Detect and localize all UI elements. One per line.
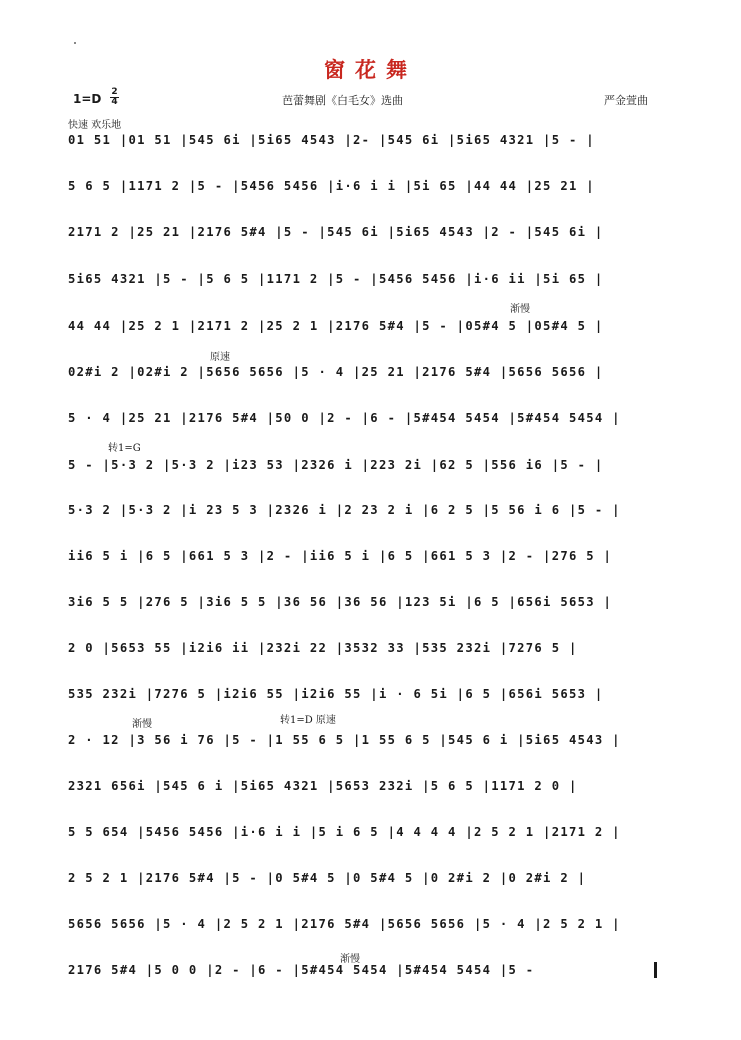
score-line: 02#i 2 |02#i 2 |5656 5656 |5 · 4 |25 21 |2176 5#4 |5656 5656 | xyxy=(68,365,604,379)
time-signature-top: 2 xyxy=(111,87,118,97)
score-line: 5656 5656 |5 · 4 |2 5 2 1 |2176 5#4 |5656 5656 |5 · 4 |2 5 2 1 | xyxy=(68,917,621,931)
score-line: 2176 5#4 |5 0 0 |2 - |6 - |5#454 5454 |5#454 5454 |5 - xyxy=(68,963,535,977)
score-line: 3i6 5 5 |276 5 |3i6 5 5 |36 56 |36 56 |123 5i |6 5 |656i 5653 | xyxy=(68,595,613,609)
tempo-annotation-ritardando: 渐慢 xyxy=(340,954,360,965)
final-barline xyxy=(654,962,657,978)
score-line: 2321 656i |545 6 i |5i65 4321 |5653 232i |5 6 5 |1171 2 0 | xyxy=(68,779,578,793)
time-signature-bottom: 4 xyxy=(111,97,118,107)
score-line: 5·3 2 |5·3 2 |i 23 5 3 |2326 i |2 23 2 i |6 2 5 |5 56 i 6 |5 - | xyxy=(68,503,621,517)
key-change-annotation: 转1=G xyxy=(108,443,141,454)
score-line: 5 - |5·3 2 |5·3 2 |i23 53 |2326 i |223 2i |62 5 |556 i6 |5 - | xyxy=(68,458,604,472)
tempo-annotation-a-tempo: 原速 xyxy=(210,352,230,363)
tempo-marking: 快速 欢乐地 xyxy=(68,120,122,131)
score-line: 5 6 5 |1171 2 |5 - |5456 5456 |i·6 i i |5i 65 |44 44 |25 21 | xyxy=(68,179,595,193)
time-signature xyxy=(110,88,119,107)
score-line: 2 0 |5653 55 |i2i6 ii |232i 22 |3532 33 |535 232i |7276 5 | xyxy=(68,641,578,655)
key-signature: 1=D xyxy=(73,92,102,106)
tempo-annotation-ritardando: 渐慢 xyxy=(510,304,530,315)
score-line: 2171 2 |25 21 |2176 5#4 |5 - |545 6i |5i65 4543 |2 - |545 6i | xyxy=(68,225,604,239)
score-line: 2 5 2 1 |2176 5#4 |5 - |0 5#4 5 |0 5#4 5 |0 2#i 2 |0 2#i 2 | xyxy=(68,871,587,885)
key-change-annotation: 转1=D 原速 xyxy=(280,715,336,726)
score-line: 5 5 654 |5456 5456 |i·6 i i |5 i 6 5 |4 4 4 4 |2 5 2 1 |2171 2 | xyxy=(68,825,621,839)
score-line: 44 44 |25 2 1 |2171 2 |25 2 1 |2176 5#4 |5 - |05#4 5 |05#4 5 | xyxy=(68,319,604,333)
score-line: 01 51 |01 51 |545 6i |5i65 4543 |2- |545 6i |5i65 4321 |5 - | xyxy=(68,133,595,147)
page-title: 窗花舞 xyxy=(324,57,417,82)
subtitle: 芭蕾舞剧《白毛女》选曲 xyxy=(282,94,403,107)
score-line: 2 · 12 |3 56 i 76 |5 - |1 55 6 5 |1 55 6 5 |545 6 i |5i65 4543 | xyxy=(68,733,621,747)
composer: 严金萱曲 xyxy=(604,94,648,107)
score-line: 5 · 4 |25 21 |2176 5#4 |50 0 |2 - |6 - |5#454 5454 |5#454 5454 | xyxy=(68,411,621,425)
score-line: 5i65 4321 |5 - |5 6 5 |1171 2 |5 - |5456 5456 |i·6 ii |5i 65 | xyxy=(68,272,604,286)
score-line: ii6 5 i |6 5 |661 5 3 |2 - |ii6 5 i |6 5 |661 5 3 |2 - |276 5 | xyxy=(68,549,613,563)
tempo-annotation-ritardando: 渐慢 xyxy=(132,719,152,730)
stray-mark xyxy=(74,42,76,44)
score-line: 535 232i |7276 5 |i2i6 55 |i2i6 55 |i · 6 5i |6 5 |656i 5653 | xyxy=(68,687,604,701)
